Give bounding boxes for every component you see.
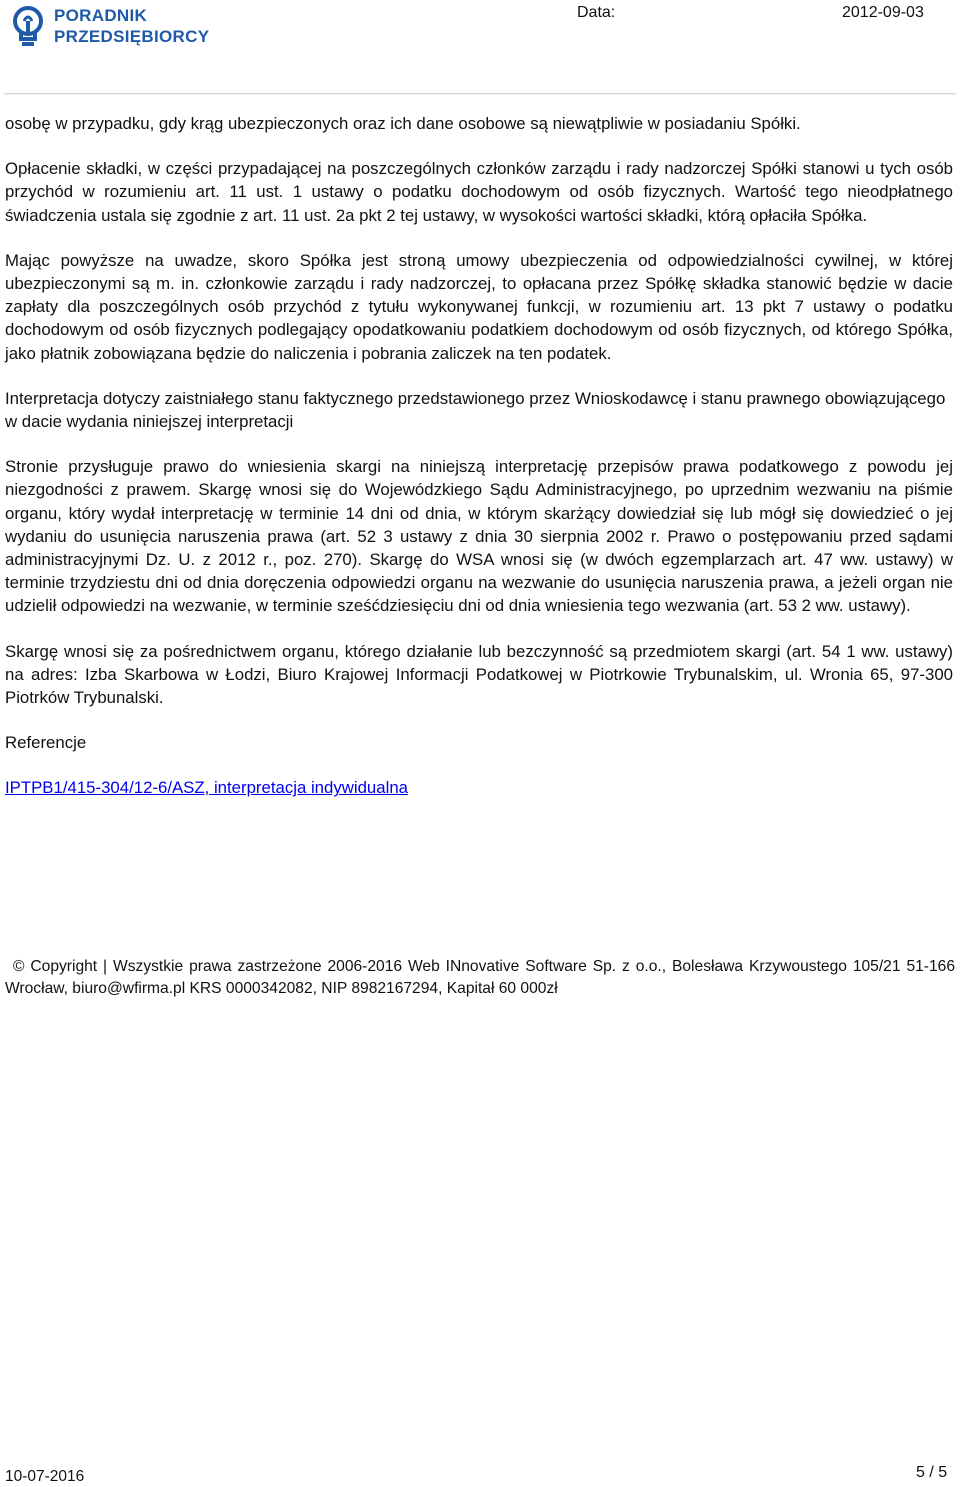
paragraph-4: Interpretacja dotyczy zaistniałego stanu faktycznego przedstawionego przez Wnioskodawcę i stanu prawnego obowiązującego w dacie wydania niniejszej interpretacji [5, 388, 946, 432]
copyright-text: © Copyright | Wszystkie prawa zastrzeżone 2006-2016 Web INnovative Software Sp. z o.o., Bolesława Krzywoustego 105/21 51-166 Wrocław, biuro@wfirma.pl KRS 0000342082, NIP 8982167294, Kapitał 60 000zł [5, 958, 955, 997]
paragraph-2: Opłacenie składki, w części przypadającej na poszczególnych członków zarządu i rady nadzorczej Spółki stanowi u tych osób przychód w rozumieniu art. 11 ust. 1 ustawy o podatku dochodowym od osób fizycznych. Wartość tego nieodpłatnego świadczenia ustala się zgodnie z art. 11 ust. 2a pkt 2 tej ustawy, w wysokości wartości składki, którą opłaciła Spółka. [5, 159, 953, 225]
header-divider [4, 93, 956, 94]
date-value: 2012-09-03 [842, 4, 924, 21]
paragraph-1: osobę w przypadku, gdy krąg ubezpieczonych oraz ich dane osobowe są niewątpliwie w posiadaniu Spółki. [5, 114, 801, 133]
paragraph-6: Skargę wnosi się za pośrednictwem organu, którego działanie lub bezczynność są przedmiotem skargi (art. 54 1 ww. ustawy) na adres: Izba Skarbowa w Łodzi, Biuro Krajowej Informacji Podatkowej w Piotrkowie Trybunalskim, ul. Wronia 65, 97-300 Piotrków Trybunalski. [5, 641, 953, 708]
page-header [0, 0, 960, 96]
logo-line-1: PORADNIK [54, 6, 148, 25]
logo-text [54, 5, 209, 47]
copyright-notice [5, 956, 955, 1000]
document-body [5, 112, 953, 822]
paragraph-5: Stronie przysługuje prawo do wniesienia skargi na niniejszą interpretację przepisów prawa podatkowego z powodu jej niezgodności z prawem. Skargę wnosi się do Wojewódzkiego Sądu Administracyjnego, po uprzednim wezwaniu na piśmie organu, który wydał interpretację w terminie 14 dni od dnia, w którym skarżący dowiedział się lub mógł się dowiedzieć o jej wydaniu do usunięcia naruszenia prawa (art. 52 3 ustawy z dnia 30 sierpnia 2002 r. Prawo o postępowaniu przed sądami administracyjnymi Dz. U. z 2012 r., poz. 270). Skargę do WSA wnosi się (w dwóch egzemplarzach art. 47 ww. ustawy) w terminie trzydziestu dni od dnia doręczenia odpowiedzi organu na wezwanie do usunięcia naruszenia prawa, a jeżeli organ nie udzielił odpowiedzi na wezwanie, w terminie sześćdziesięciu dni od dnia wniesienia tego wezwania (art. 53 2 ww. ustawy). [5, 457, 953, 616]
lightbulb-icon [8, 3, 48, 49]
page-number: 5 / 5 [916, 1464, 948, 1481]
logo[interactable] [8, 3, 209, 49]
page-footer-date: 10-07-2016 [5, 1468, 85, 1485]
logo-line-2: PRZEDSIĘBIORCY [54, 27, 210, 46]
paragraph-3: Mając powyższe na uwadze, skoro Spółka jest stroną umowy ubezpieczenia od odpowiedzialności cywilnej, w której ubezpieczonymi są m. in. członkowie zarządu i rady nadzorczej, to opłacana przez Spółkę składka stanowić będzie w dacie zapłaty dla poszczególnych osób przychód z tytułu wykonywanej funkcji, w rozumieniu art. 13 pkt 7 ustawy o podatku dochodowym od osób fizycznych podlegający opodatkowaniu podatkiem dochodowym od osób fizycznych, od którego Spółka, jako płatnik zobowiązana będzie do naliczenia i pobrania zaliczek na ten podatek. [5, 250, 953, 363]
references-heading: Referencje [5, 733, 87, 753]
date-label: Data: [577, 4, 616, 21]
reference-link[interactable]: IPTPB1/415-304/12-6/ASZ, interpretacja indywidualna [5, 778, 408, 798]
